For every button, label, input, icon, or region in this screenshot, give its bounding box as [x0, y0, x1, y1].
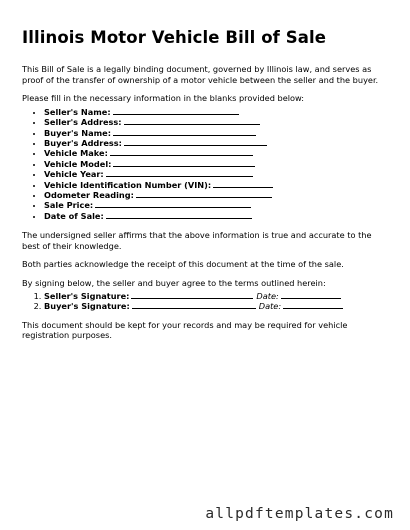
field-label: Vehicle Model:	[44, 158, 112, 169]
site-watermark: allpdftemplates.com	[205, 506, 394, 522]
signature-label: Buyer's Signature:	[44, 300, 130, 311]
field-vehicle-year	[44, 169, 390, 179]
agreement-paragraph: By signing below, the seller and buyer agree to the terms outlined herein:	[22, 278, 326, 289]
date-blank[interactable]	[281, 291, 341, 299]
fill-in-blank[interactable]	[113, 128, 256, 136]
field-label: Seller's Name:	[44, 106, 111, 117]
field-label: Date of Sale:	[44, 210, 104, 221]
field-label: Vehicle Identification Number (VIN):	[44, 179, 212, 190]
field-label: Seller's Address:	[44, 117, 122, 128]
field-buyers-address	[44, 138, 390, 148]
fill-in-blank[interactable]	[113, 159, 255, 167]
signature-list	[22, 291, 390, 311]
field-label: Odometer Reading:	[44, 190, 134, 201]
field-sale-price	[44, 200, 390, 210]
buyer-signature-line	[44, 301, 390, 311]
fill-in-blank[interactable]	[106, 169, 253, 177]
date-blank[interactable]	[283, 301, 343, 309]
field-vehicle-model	[44, 159, 390, 169]
field-label: Buyer's Address:	[44, 138, 122, 148]
fill-in-blank[interactable]	[106, 211, 252, 219]
signature-label: Seller's Signature:	[44, 290, 130, 301]
document-page	[22, 28, 390, 341]
field-vin	[44, 180, 390, 190]
intro-paragraph: This Bill of Sale is a legally binding document, governed by Illinois law, and serves as proof of the transfer of ownership of a motor vehicle between the seller and the buyer.	[22, 64, 379, 85]
signature-blank[interactable]	[132, 301, 256, 309]
field-label: Vehicle Year:	[44, 169, 104, 180]
field-sellers-address	[44, 117, 390, 127]
closing-paragraph: This document should be kept for your records and may be required for vehicle registration purposes.	[22, 319, 348, 341]
document-title: Illinois Motor Vehicle Bill of Sale	[22, 28, 327, 47]
field-vehicle-make	[44, 148, 390, 158]
fill-in-blank[interactable]	[136, 190, 272, 198]
fill-in-blank[interactable]	[124, 138, 267, 146]
field-date-of-sale	[44, 211, 390, 221]
date-label: Date:	[256, 290, 279, 301]
acknowledgment-paragraph: Both parties acknowledge the receipt of this document at the time of the sale.	[22, 259, 344, 270]
field-odometer-reading	[44, 190, 390, 200]
field-label: Buyer's Name:	[44, 127, 111, 138]
seller-signature-line	[44, 291, 390, 301]
signature-blank[interactable]	[131, 291, 253, 299]
fill-in-blank[interactable]	[124, 117, 260, 125]
field-sellers-name	[44, 107, 390, 117]
fill-in-blank[interactable]	[113, 107, 239, 115]
date-label: Date:	[258, 300, 282, 311]
instructions-paragraph: Please fill in the necessary information in the blanks provided below:	[22, 93, 305, 104]
field-label: Vehicle Make:	[44, 148, 108, 159]
fill-in-blank[interactable]	[110, 148, 253, 156]
field-buyers-name	[44, 128, 390, 138]
fill-in-blank[interactable]	[213, 180, 273, 188]
field-label: Sale Price:	[44, 200, 94, 211]
fill-in-blank[interactable]	[95, 200, 251, 208]
field-list	[22, 107, 390, 221]
affirmation-paragraph: The undersigned seller affirms that the above information is true and accurate to the best of their knowledge.	[22, 230, 372, 251]
